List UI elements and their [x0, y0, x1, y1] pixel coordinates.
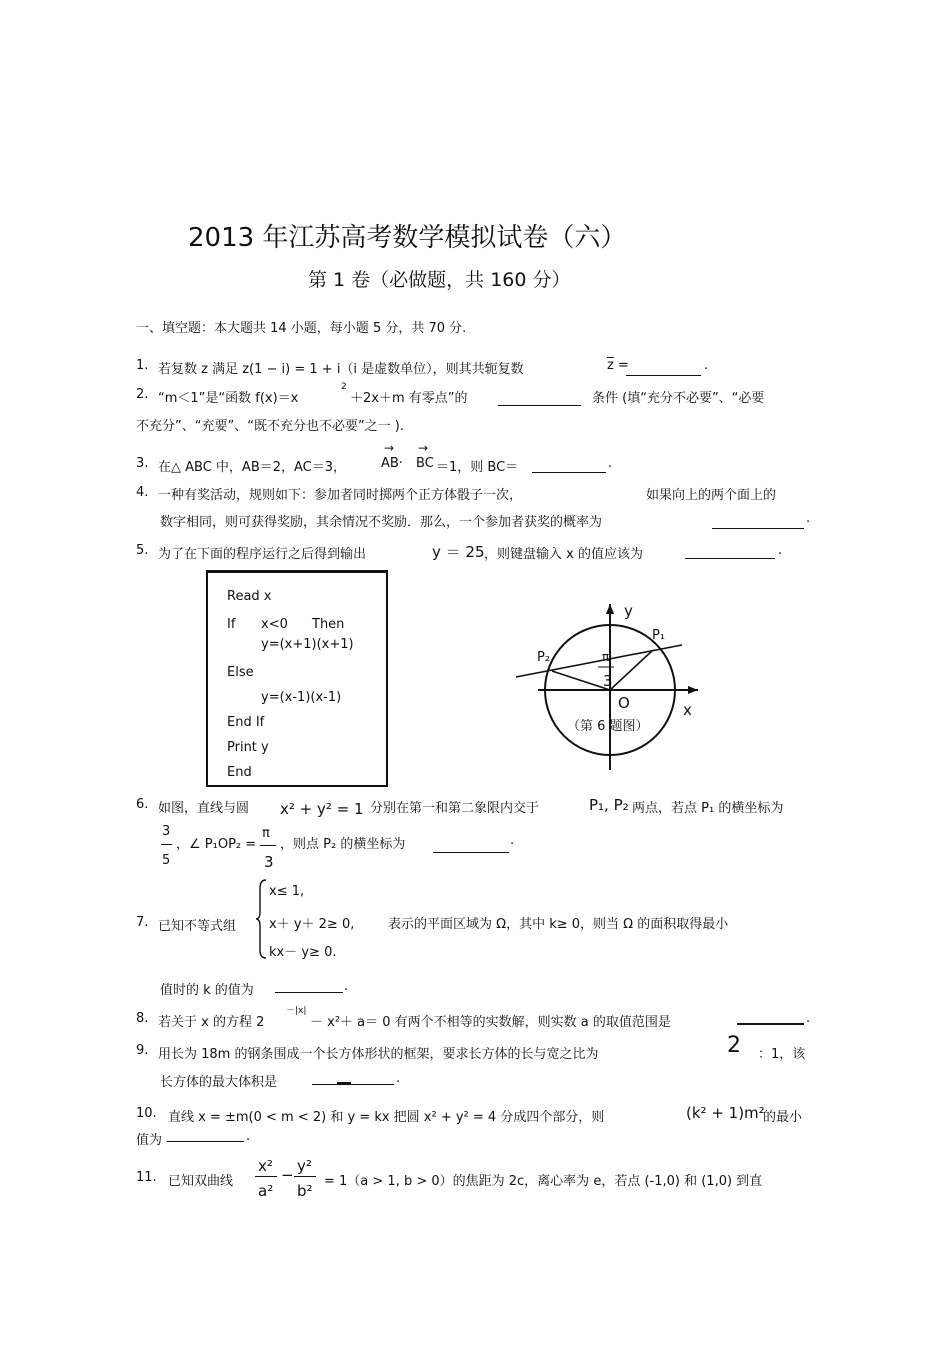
figure-origin-label: O [618, 694, 630, 712]
q11-text: 已知双曲线 [168, 1174, 234, 1189]
q10-answer-blank[interactable] [167, 1141, 244, 1142]
program-line: y=(x-1)(x-1) [261, 690, 342, 705]
q11-x-squared: x² [258, 1157, 273, 1175]
q4-number: 4. [136, 485, 149, 500]
q4-line2: 数字相同，则可获得奖励，其余情况不奖励．那么，一个参加者获奖的概率为 [160, 515, 603, 530]
q7-text: 已知不等式组 [158, 919, 237, 934]
q8-text: 若关于 x 的方程 2 [158, 1015, 265, 1030]
q7-line2: 值时的 k 的值为 [160, 983, 254, 998]
q9-line2: 长方体的最大体积是 [160, 1075, 278, 1090]
q10-number: 10. [136, 1106, 157, 1121]
q6-circle-equation: x² + y² = 1 [280, 800, 364, 818]
program-line: x<0 [261, 617, 288, 632]
q2-text2: ＋2x＋m 有零点”的 [350, 391, 468, 406]
q6-answer-blank[interactable] [433, 852, 509, 853]
vector-arrow-icon: → [384, 441, 395, 455]
q2-answer-blank[interactable] [498, 405, 581, 406]
q3-number: 3. [136, 456, 149, 471]
q3-text: 在△ ABC 中，AB＝2，AC＝3， [158, 460, 347, 475]
q7-end: . [344, 979, 349, 994]
q3-vector-bc: BC [416, 456, 434, 471]
q11-fraction-bar-x [255, 1176, 277, 1177]
q6-text4: ，则点 P₂ 的横坐标为 [280, 837, 406, 852]
q7-answer-blank[interactable] [275, 992, 343, 993]
radius-op1 [610, 650, 653, 690]
figure-p1-label: P₁ [652, 628, 666, 643]
q1-text: 若复数 z 满足 z(1 − i) = 1 + i（i 是虚数单位），则其共轭复数 [158, 362, 524, 377]
q10-line2: 值为 [136, 1133, 163, 1148]
q6-angle-three: 3 [264, 853, 274, 871]
q5-number: 5. [136, 543, 149, 558]
q9-end: . [396, 1071, 401, 1086]
q1-answer-blank[interactable] [626, 375, 701, 376]
q11-b-squared: b² [297, 1182, 313, 1200]
q6-points: P₁, P₂ [589, 796, 629, 814]
q2-number: 2. [136, 387, 149, 402]
q6-angle-bar [260, 845, 276, 846]
program-line: Else [227, 665, 254, 680]
q6-text2: 分别在第一和第二象限内交于 [370, 801, 540, 816]
radius-op2 [552, 671, 610, 690]
q6-number: 6. [136, 797, 149, 812]
figure-angle-three: 3 [603, 672, 613, 690]
q10-text2: 的最小 [763, 1110, 803, 1125]
q5-answer-blank[interactable] [685, 558, 775, 559]
q2-condition: 条件 (填“充分不必要”、“必要 [592, 391, 765, 406]
q8-answer-blank[interactable] [737, 1023, 804, 1025]
q3-vector-ab: AB· [381, 456, 403, 471]
q1-number: 1. [136, 358, 149, 373]
q5-text2: ，则键盘输入 x 的值应该为 [484, 547, 643, 562]
q8-exponent: －|x| [286, 1006, 307, 1016]
q2-text: “m＜1”是“函数 f(x)＝x [158, 391, 299, 406]
q5-output: y ＝ 25 [432, 543, 485, 561]
program-line: Then [312, 617, 345, 632]
q1-end: . [704, 358, 709, 373]
q6-angle: ，∠ P₁OP₂ = [176, 837, 257, 852]
q6-end: . [510, 833, 515, 848]
q11-y-squared: y² [297, 1157, 312, 1175]
figure-y-label: y [624, 602, 633, 620]
q4-line1b: 如果向上的两个面上的 [646, 488, 777, 503]
q9-ratio: 2 [727, 1033, 741, 1058]
q7-condition-3: kx－ y≥ 0. [269, 945, 337, 960]
figure-x-label: x [683, 701, 692, 719]
q4-answer-blank[interactable] [712, 528, 804, 529]
q6-fraction-denominator: 5 [162, 853, 171, 868]
q3-answer-blank[interactable] [532, 472, 606, 473]
q2-exponent: 2 [341, 382, 347, 392]
q7-text2: 表示的平面区域为 Ω，其中 k≥ 0，则当 Ω 的面积取得最小 [388, 917, 729, 932]
q9-number: 9. [136, 1043, 149, 1058]
figure-angle-pi: π [602, 650, 610, 664]
q11-text2: = 1（a > 1, b > 0）的焦距为 2c，离心率为 e，若点 (-1,0) 和 (1,0) 到直 [324, 1174, 763, 1189]
q9-blank-mark [337, 1082, 351, 1084]
q7-condition-2: x＋ y＋ 2≥ 0, [269, 917, 355, 932]
q6-text: 如图，直线与圆 [158, 801, 250, 816]
program-line: End [227, 765, 252, 780]
program-line: If [227, 617, 236, 632]
q5-text: 为了在下面的程序运行之后得到输出 [158, 547, 367, 562]
q9-answer-blank[interactable] [312, 1084, 394, 1085]
program-line: Read x [227, 589, 272, 604]
exam-title: 2013 年江苏高考数学模拟试卷（六） [188, 223, 627, 253]
q7-condition-1: x≤ 1, [269, 884, 305, 899]
figure-caption: （第 6 题图） [567, 719, 649, 734]
q11-a-squared: a² [258, 1182, 274, 1200]
q8-number: 8. [136, 1011, 149, 1026]
q10-end: . [246, 1129, 251, 1144]
q3-end: . [608, 456, 613, 471]
y-axis-arrow-icon [606, 604, 614, 614]
q11-number: 11. [136, 1170, 157, 1185]
vector-arrow-icon: → [418, 441, 429, 455]
q9-text: 用长为 18m 的钢条围成一个长方体形状的框架，要求长方体的长与宽之比为 [158, 1047, 599, 1062]
q9-text2: ：1，该 [758, 1047, 806, 1062]
brace-icon [256, 878, 268, 960]
program-line: Print y [227, 740, 269, 755]
q4-end: . [806, 511, 811, 526]
q6-fraction-bar [161, 844, 172, 845]
q5-end: . [778, 543, 783, 558]
q6-angle-pi: π [262, 826, 270, 841]
q11-minus: − [281, 1166, 294, 1184]
program-line: End If [227, 715, 265, 730]
q8-text2: － x²＋ a＝ 0 有两个不相等的实数解，则实数 a 的取值范围是 [310, 1015, 671, 1030]
q11-fraction-bar-y [294, 1176, 316, 1177]
section-intro: 一、填空题：本大题共 14 小题，每小题 5 分，共 70 分. [136, 321, 467, 336]
q4-line1a: 一种有奖活动，规则如下：参加者同时掷两个正方体骰子一次， [158, 488, 523, 503]
figure-p2-label: P₂ [537, 650, 551, 665]
q8-end: . [806, 1011, 811, 1026]
q2-line2: 不充分”、“充要”、“既不充分也不必要”之一 ). [136, 419, 405, 434]
q6-text3: 两点，若点 P₁ 的横坐标为 [632, 801, 784, 816]
q1-zbar: $\overline{z}$ [607, 358, 614, 373]
q7-number: 7. [136, 915, 149, 930]
q1-equals: = [618, 358, 629, 373]
q10-expression: (k² + 1)m² [686, 1104, 765, 1122]
exam-subtitle: 第 1 卷（必做题，共 160 分） [308, 269, 571, 291]
q6-fraction-numerator: 3 [162, 824, 171, 839]
x-axis-arrow-icon [688, 686, 698, 694]
q3-text2: ＝1，则 BC＝ [436, 460, 519, 475]
q10-text: 直线 x = ±m(0 < m < 2) 和 y = kx 把圆 x² + y² = 4 分成四个部分，则 [168, 1110, 605, 1125]
program-line: y=(x+1)(x+1) [261, 637, 354, 652]
